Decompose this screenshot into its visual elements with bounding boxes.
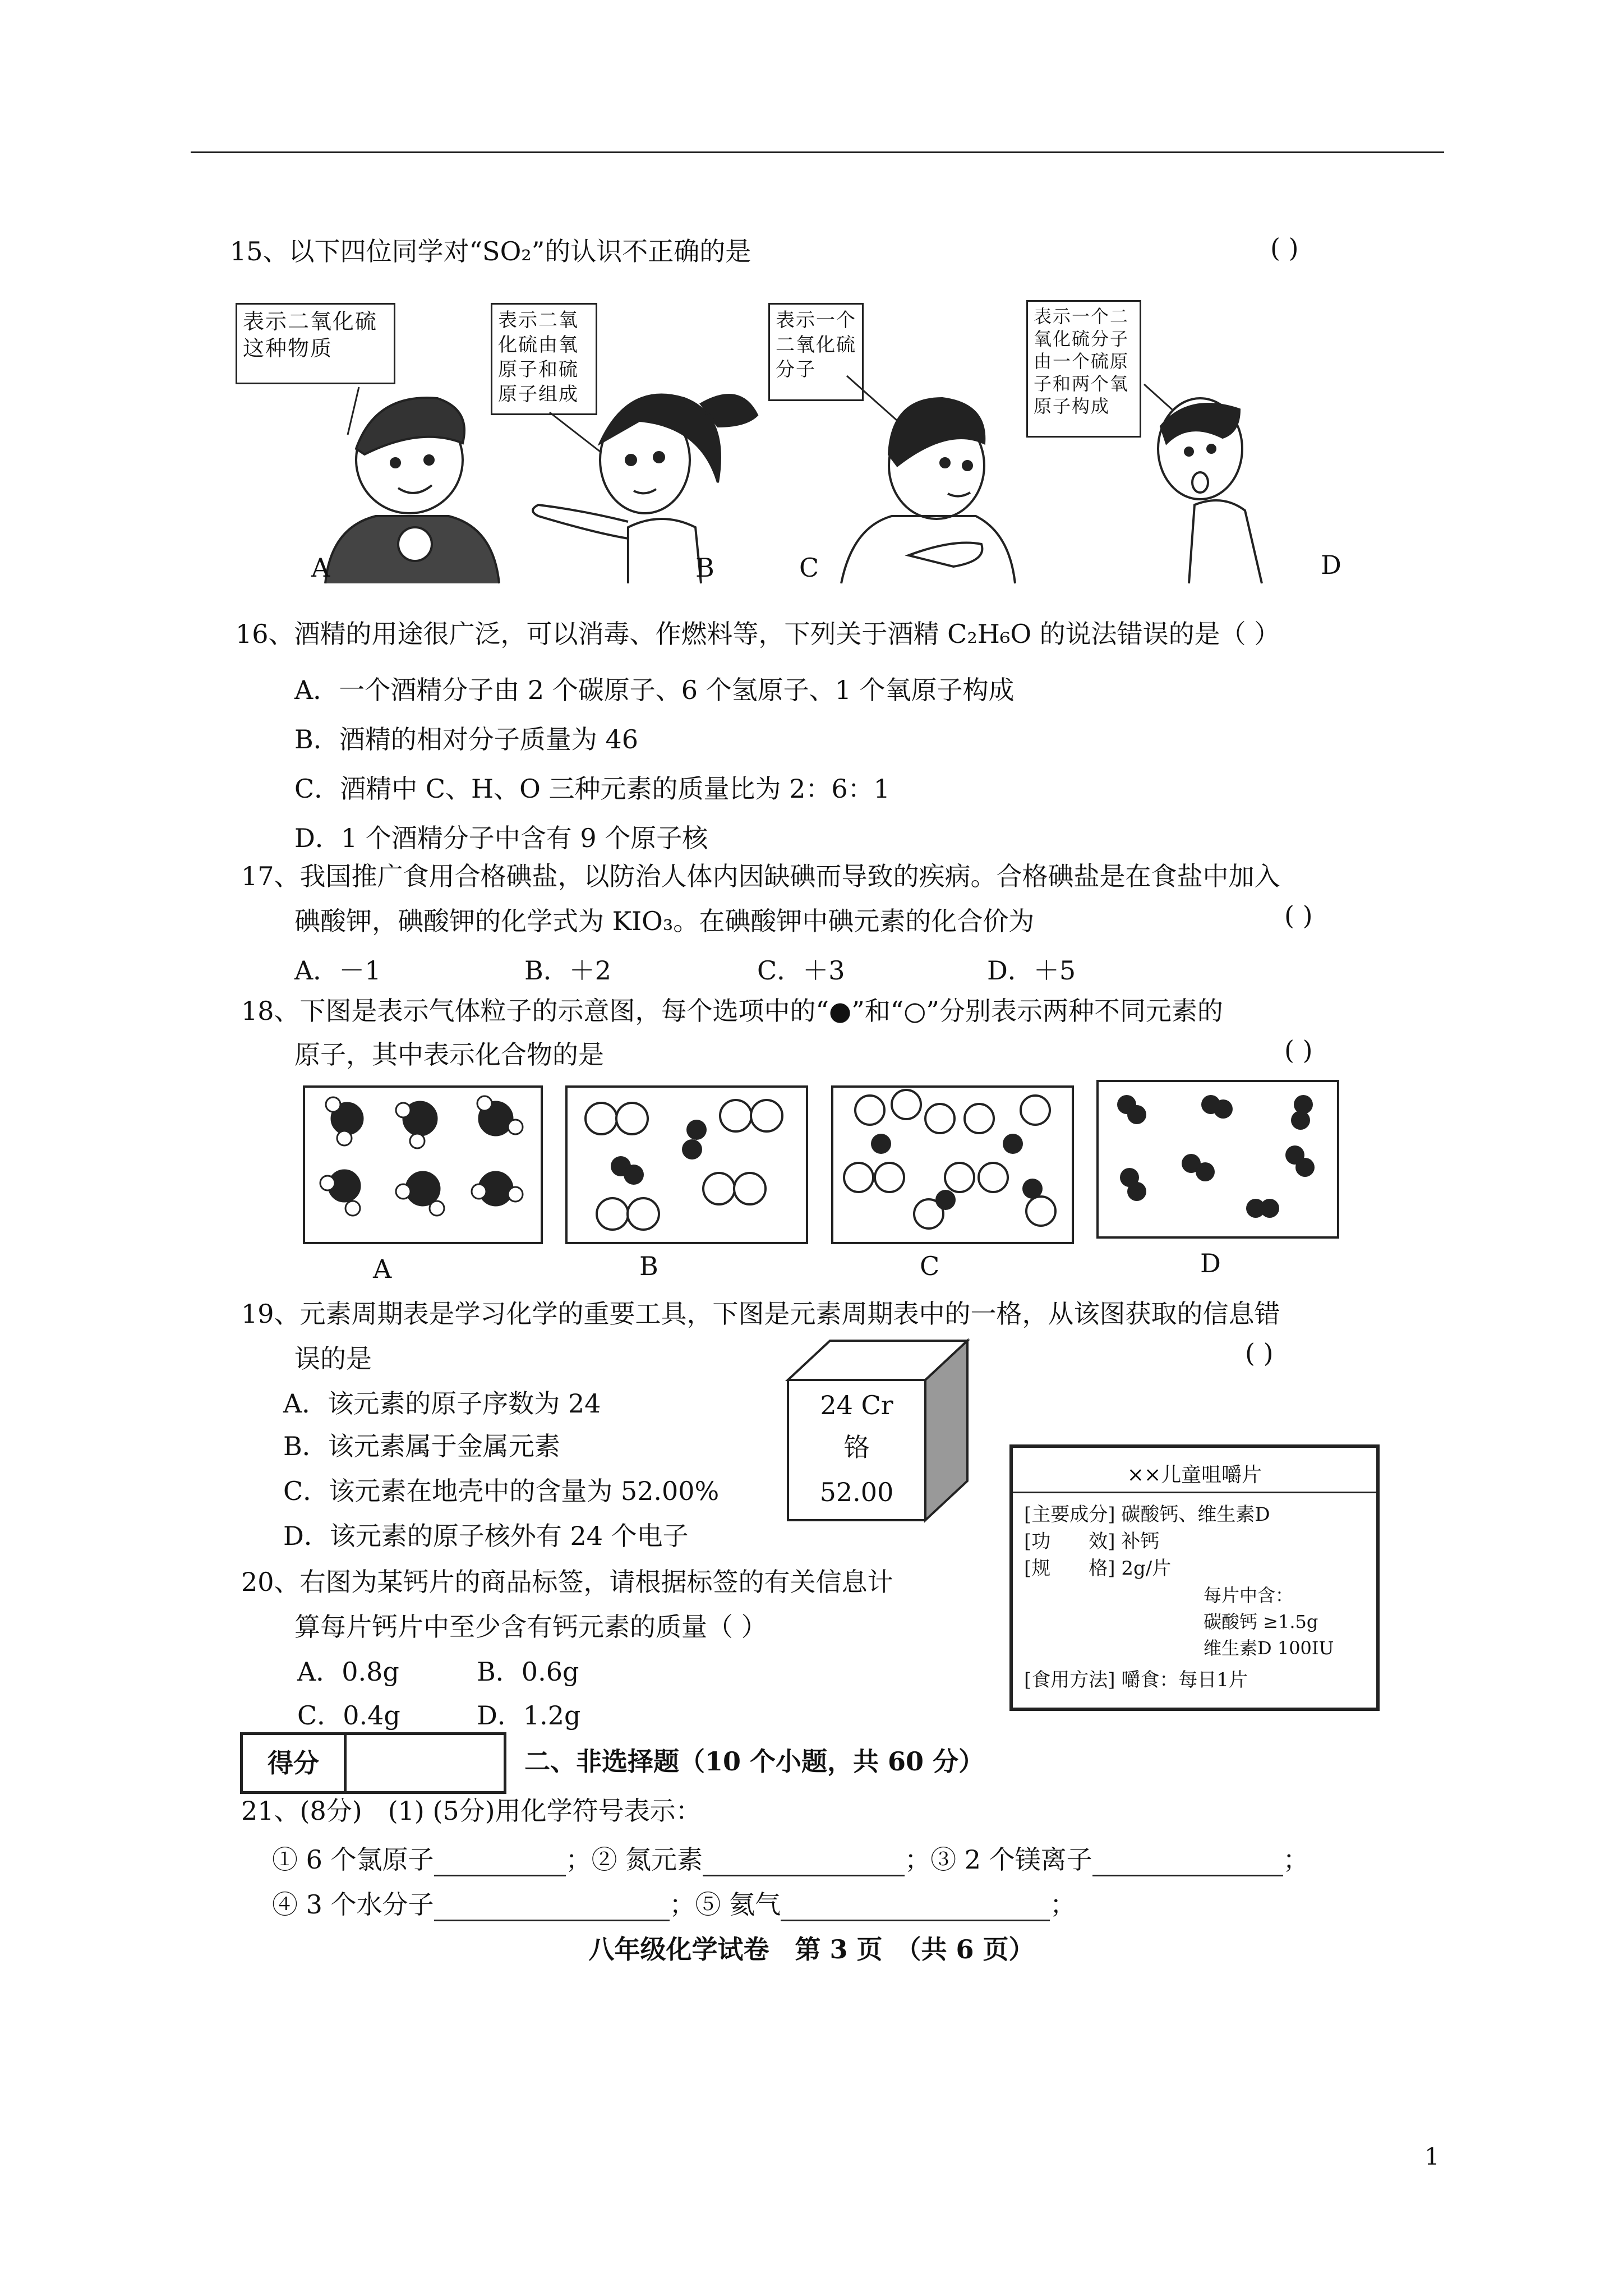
question-18-line2: 原子，其中表示化合物的是	[294, 1039, 604, 1070]
question-19-line2: 误的是	[294, 1343, 372, 1374]
score-box	[240, 1732, 506, 1794]
particle-box-c	[831, 1085, 1074, 1244]
question-15-answer-paren: ( )	[1270, 233, 1299, 263]
student-d-figure	[1158, 398, 1262, 583]
particle-box-d	[1096, 1080, 1339, 1239]
top-rule	[191, 151, 1444, 153]
label-divider	[1013, 1492, 1376, 1493]
particle-box-d-diagram	[1099, 1082, 1337, 1236]
question-16-option-d: D．1 个酒精分子中含有 9 个原子核	[294, 823, 708, 853]
question-16-option-c: C．酒精中 C、H、O 三种元素的质量比为 2：6：1	[294, 774, 890, 804]
bubble-b: 表示二氧化硫由氧原子和硫原子组成	[491, 303, 597, 415]
particle-label-b: B	[639, 1251, 658, 1281]
question-17-option-b: B．＋2	[524, 955, 612, 986]
label-ingredients: [主要成分] 碳酸钙、维生素D	[1024, 1503, 1270, 1526]
question-21-head: 21、(8分) (1) (5分)用化学符号表示：	[241, 1796, 702, 1826]
page-footer: 八年级化学试卷 第 3 页 （共 6 页）	[588, 1934, 1035, 1964]
q21-item-4: ④ 3 个水分子	[272, 1889, 434, 1920]
label-usage: [食用方法] 嚼食：每日1片	[1024, 1669, 1248, 1691]
question-19-line1: 19、元素周期表是学习化学的重要工具，下图是元素周期表中的一格，从该图获取的信息错	[241, 1299, 1280, 1329]
particle-label-a: A	[373, 1254, 392, 1284]
blank-water-molecules[interactable]	[434, 1895, 670, 1921]
particle-box-a-diagram	[305, 1088, 541, 1242]
student-c-figure	[841, 398, 1015, 583]
question-17-answer-paren: ( )	[1284, 900, 1313, 931]
bubble-b-pointer	[550, 412, 600, 452]
question-21-row-1	[272, 1843, 1309, 1876]
particle-label-c: C	[920, 1251, 940, 1281]
particle-box-c-diagram	[833, 1088, 1072, 1242]
element-number-symbol: 24 Cr	[820, 1390, 893, 1420]
question-18-answer-paren: ( )	[1284, 1035, 1313, 1065]
score-label: 得分	[243, 1735, 347, 1791]
question-17-option-a: A．－1	[294, 955, 381, 986]
q21-item-3: ；③ 2 个镁离子	[905, 1844, 1092, 1875]
q21-semicolon-1: ；	[1283, 1844, 1309, 1875]
figure-b-label: B	[695, 553, 714, 583]
q21-item-1: ① 6 个氯原子	[272, 1844, 434, 1875]
blank-nitrogen-element[interactable]	[703, 1850, 905, 1876]
bubble-a-pointer	[348, 387, 359, 435]
question-15-text: 15、以下四位同学对“SO₂”的认识不正确的是	[230, 236, 751, 266]
q21-item-5: ；⑤ 氦气	[669, 1889, 781, 1920]
question-21-row-2	[272, 1888, 1076, 1921]
question-19-answer-paren: ( )	[1245, 1338, 1274, 1368]
label-per-tablet: 每片中含：	[1204, 1585, 1294, 1606]
calcium-tablet-label	[1009, 1444, 1380, 1711]
question-16-text: 16、酒精的用途很广泛，可以消毒、作燃料等，下列关于酒精 C₂H₆O 的说法错误的是（ ）	[236, 619, 1280, 649]
element-name: 铬	[843, 1432, 870, 1462]
question-16-option-a: A．一个酒精分子由 2 个碳原子、6 个氢原子、1 个氧原子构成	[294, 675, 1015, 705]
figure-c-label: C	[799, 553, 819, 583]
question-20-line2: 算每片钙片中至少含有钙元素的质量（ ）	[294, 1612, 767, 1642]
question-17-line1: 17、我国推广食用合格碘盐，以防治人体内因缺碘而导致的疾病。合格碘盐是在食盐中加入	[241, 861, 1280, 891]
q21-item-2: ；② 氮元素	[565, 1844, 703, 1875]
label-title: ××儿童咀嚼片	[1127, 1464, 1262, 1487]
students-illustration	[236, 314, 1363, 589]
student-a-figure	[325, 398, 499, 583]
particle-box-a	[303, 1085, 543, 1244]
question-17-option-c: C．＋3	[757, 955, 845, 986]
question-20-line1: 20、右图为某钙片的商品标签，请根据标签的有关信息计	[241, 1567, 893, 1597]
bubble-a: 表示二氧化硫这种物质	[236, 303, 395, 384]
blank-magnesium-ions[interactable]	[1092, 1850, 1283, 1876]
particle-label-d: D	[1200, 1248, 1221, 1278]
blank-chlorine-atoms[interactable]	[434, 1850, 566, 1876]
student-b-figure	[533, 395, 757, 583]
q21-semicolon-2: ；	[1050, 1889, 1076, 1920]
question-19-option-c: C．该元素在地壳中的含量为 52.00%	[283, 1476, 720, 1506]
label-spec: [规 格] 2g/片	[1024, 1557, 1172, 1580]
figure-d-label: D	[1321, 550, 1341, 580]
bubble-d: 表示一个二氧化硫分子由一个硫原子和两个氧原子构成	[1026, 300, 1141, 438]
blank-helium-gas[interactable]	[781, 1895, 1050, 1921]
question-17-line2: 碘酸钾，碘酸钾的化学式为 KIO₃。在碘酸钾中碘元素的化合价为	[294, 906, 1035, 936]
section-2-title: 二、非选择题（10 个小题，共 60 分）	[524, 1746, 985, 1777]
question-16-option-b: B．酒精的相对分子质量为 46	[294, 724, 638, 754]
question-20-option-d: D．1.2g	[477, 1700, 581, 1731]
question-20-option-b: B．0.6g	[477, 1657, 579, 1687]
figure-a-label: A	[311, 553, 330, 583]
question-20-option-a: A．0.8g	[297, 1657, 399, 1687]
bubble-d-pointer	[1144, 384, 1172, 409]
question-19-option-a: A．该元素的原子序数为 24	[283, 1388, 601, 1419]
element-atomic-mass: 52.00	[819, 1477, 894, 1507]
bubble-c-pointer	[847, 376, 897, 421]
particle-box-b-diagram	[568, 1088, 806, 1242]
score-input-cell[interactable]	[347, 1735, 504, 1791]
question-17-option-d: D．＋5	[987, 955, 1076, 986]
label-calcium-carbonate: 碳酸钙 ≥1.5g	[1204, 1611, 1318, 1632]
question-20-option-c: C．0.4g	[297, 1700, 400, 1731]
particle-box-b	[565, 1085, 808, 1244]
label-effect: [功 效] 补钙	[1024, 1530, 1160, 1553]
bubble-c: 表示一个二氧化硫分子	[768, 303, 864, 401]
label-vitamin-d: 维生素D 100IU	[1204, 1637, 1334, 1659]
question-19-option-b: B．该元素属于金属元素	[283, 1431, 560, 1461]
question-19-option-d: D．该元素的原子核外有 24 个电子	[283, 1521, 689, 1551]
page-number: 1	[1424, 2143, 1440, 2170]
question-18-line1: 18、下图是表示气体粒子的示意图，每个选项中的“●”和“○”分别表示两种不同元素的	[241, 996, 1223, 1026]
